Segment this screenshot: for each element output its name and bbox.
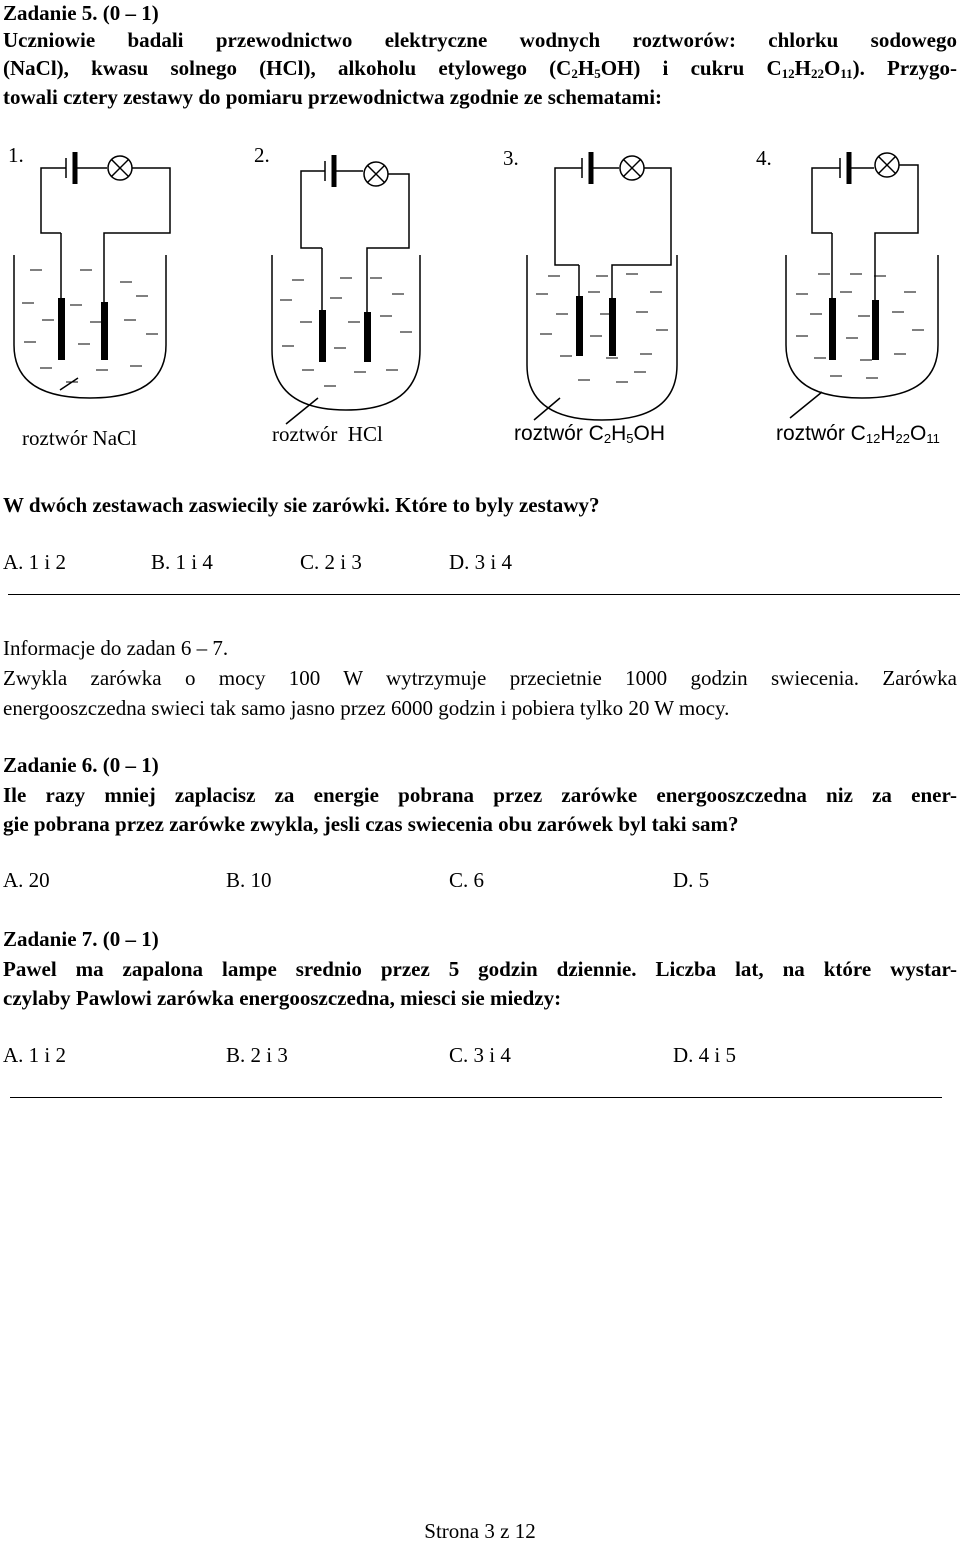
- task7-line1: Pawel ma zapalona lampe srednio przez 5 godzin dziennie. Liczba lat, na które wystar-: [3, 957, 957, 981]
- task5-intro-line1: Uczniowie badali przewodnictwo elektryczne wodnych roztworów: chlorku sodowego: [3, 28, 957, 52]
- page-number: Strona 3 z 12: [424, 1519, 536, 1543]
- circuit-set-2: [272, 155, 420, 424]
- task6-option-d: D. 5: [673, 868, 710, 892]
- label-nacl: roztwór NaCl: [22, 426, 137, 450]
- label-hcl: roztwór HCl: [272, 422, 383, 446]
- info-line2: energooszczedna swieci tak samo jasno przez 6000 godzin i pobiera tylko 20 W mocy.: [3, 696, 730, 720]
- info-line1: Zwykla zarówka o mocy 100 W wytrzymuje przecietnie 1000 godzin swiecenia. Zarówka: [3, 666, 957, 690]
- task7-line2: czylaby Pawlowi zarówka energooszczedna, miesci sie miedzy:: [3, 986, 562, 1010]
- electrode: [364, 312, 371, 362]
- circuit-set-4: [786, 152, 938, 418]
- liquid-dashes: [22, 270, 924, 386]
- circuit-set-1: [14, 152, 170, 398]
- task5-option-d: D. 3 i 4: [449, 550, 513, 574]
- task5-option-b: B. 1 i 4: [151, 550, 213, 574]
- electrode: [58, 298, 65, 360]
- label-sugar: roztwór $C_{12}H_{22}O_{11}$: [776, 422, 940, 446]
- task7-option-d: D. 4 i 5: [673, 1043, 737, 1067]
- electrode: [319, 310, 326, 362]
- task5-intro-line3: towali cztery zestawy do pomiaru przewodnictwa zgodnie ze schematami:: [3, 85, 663, 109]
- circuit-diagrams: [0, 0, 960, 470]
- task6-option-c: C. 6: [449, 868, 485, 892]
- electrode: [609, 298, 616, 356]
- task7-option-c: C. 3 i 4: [449, 1043, 511, 1067]
- set-number-2: 2.: [254, 143, 270, 167]
- circuit-set-3: [527, 152, 677, 420]
- task5-title: Zadanie 5. (0 – 1): [3, 1, 159, 25]
- task6-option-a: A. 20: [3, 868, 50, 892]
- label-c2h5oh: roztwór $C_2H_5OH$: [514, 422, 665, 446]
- divider: [8, 594, 960, 595]
- task5-option-a: A. 1 i 2: [3, 550, 67, 574]
- task6-line2: gie pobrana przez zarówke zwykla, jesli czas swiecenia obu zarówek byl taki sam?: [3, 812, 739, 836]
- task5-intro-line2: (NaCl), kwasu solnego (HCl), alkoholu etylowego $(C_2H_5OH)$ i cukru $C_{12}H_{22}O_{11}$). Przygo-: [3, 56, 957, 81]
- task7-title: Zadanie 7. (0 – 1): [3, 927, 159, 951]
- task6-option-b: B. 10: [226, 868, 272, 892]
- task5-option-c: C. 2 i 3: [300, 550, 362, 574]
- set-number-1: 1.: [8, 143, 24, 167]
- divider-bottom: [10, 1097, 942, 1098]
- task5-question: W dwóch zestawach zaswiecily sie zarówki. Które to byly zestawy?: [3, 493, 600, 517]
- set-number-4: 4.: [756, 146, 772, 170]
- set-number-3: 3.: [503, 146, 519, 170]
- electrode: [872, 300, 879, 360]
- task7-option-a: A. 1 i 2: [3, 1043, 67, 1067]
- electrode: [101, 302, 108, 360]
- task6-title: Zadanie 6. (0 – 1): [3, 753, 159, 777]
- info-heading: Informacje do zadan 6 – 7.: [3, 636, 229, 660]
- electrode: [576, 296, 583, 356]
- task7-option-b: B. 2 i 3: [226, 1043, 288, 1067]
- task6-line1: Ile razy mniej zaplacisz za energie pobrana przez zarówke energooszczedna niz za ener-: [3, 783, 957, 807]
- electrode: [829, 298, 836, 360]
